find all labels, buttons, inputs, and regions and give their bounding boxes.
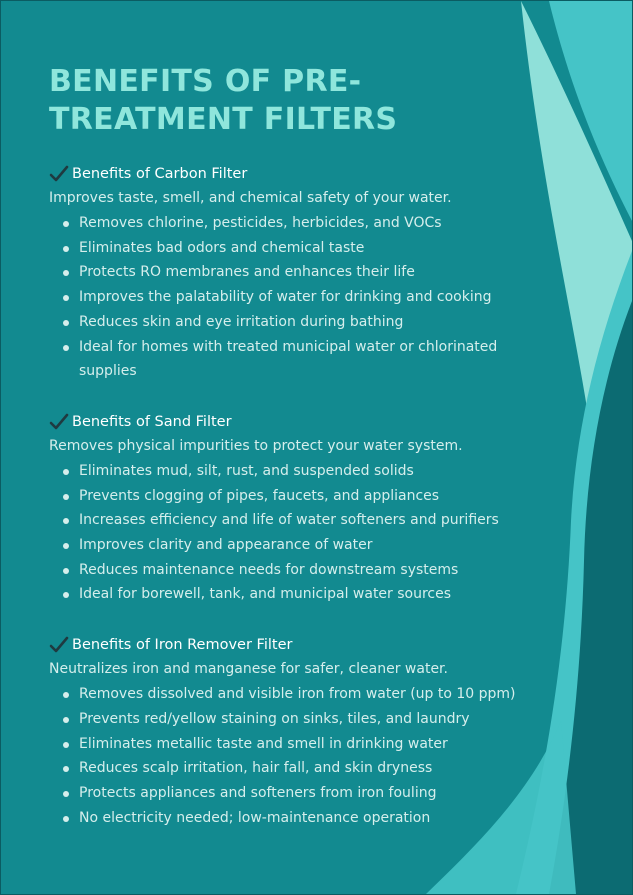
section-intro: Neutralizes iron and manganese for safer, cleaner water. [49,661,448,678]
check-icon [49,413,69,431]
list-item: Eliminates bad odors and chemical taste [61,236,559,261]
list-item: Increases efficiency and life of water softeners and purifiers [61,508,559,533]
list-item: Improves the palatability of water for drinking and cooking [61,285,559,310]
list-item: Reduces scalp irritation, hair fall, and skin dryness [61,756,559,781]
page-title: BENEFITS OF PRE-TREATMENT FILTERS [49,64,398,137]
section-sand-filter [49,411,559,607]
sections-container [49,163,559,830]
list-item: Improves clarity and appearance of water [61,533,559,558]
list-item: Prevents clogging of pipes, faucets, and appliances [61,484,559,509]
benefit-list [49,211,559,384]
content-column [49,63,559,830]
list-item: Ideal for homes with treated municipal water or chlorinated supplies [61,335,559,384]
list-item: Prevents red/yellow staining on sinks, tiles, and laundry [61,707,559,732]
section-carbon-filter [49,163,559,384]
benefit-list [49,459,559,607]
list-item: Eliminates metallic taste and smell in drinking water [61,732,559,757]
list-item: Protects RO membranes and enhances their life [61,260,559,285]
list-item: Removes dissolved and visible iron from water (up to 10 ppm) [61,682,559,707]
section-heading-row [49,163,559,185]
check-icon [49,636,69,654]
section-intro: Removes physical impurities to protect your water system. [49,437,463,454]
section-heading: Benefits of Iron Remover Filter [72,637,293,654]
benefit-list [49,682,559,830]
check-icon [49,165,69,183]
section-heading: Benefits of Carbon Filter [72,166,248,182]
section-heading-row [49,411,559,433]
list-item: No electricity needed; low-maintenance operation [61,806,559,831]
list-item: Removes chlorine, pesticides, herbicides, and VOCs [61,211,559,236]
section-iron-remover-filter [49,634,559,830]
list-item: Protects appliances and softeners from iron fouling [61,781,559,806]
list-item: Reduces skin and eye irritation during bathing [61,310,559,335]
section-intro: Improves taste, smell, and chemical safety of your water. [49,190,452,206]
list-item: Reduces maintenance needs for downstream systems [61,558,559,583]
section-heading: Benefits of Sand Filter [72,413,232,430]
list-item: Eliminates mud, silt, rust, and suspended solids [61,459,559,484]
section-heading-row [49,634,559,656]
list-item: Ideal for borewell, tank, and municipal water sources [61,582,559,607]
